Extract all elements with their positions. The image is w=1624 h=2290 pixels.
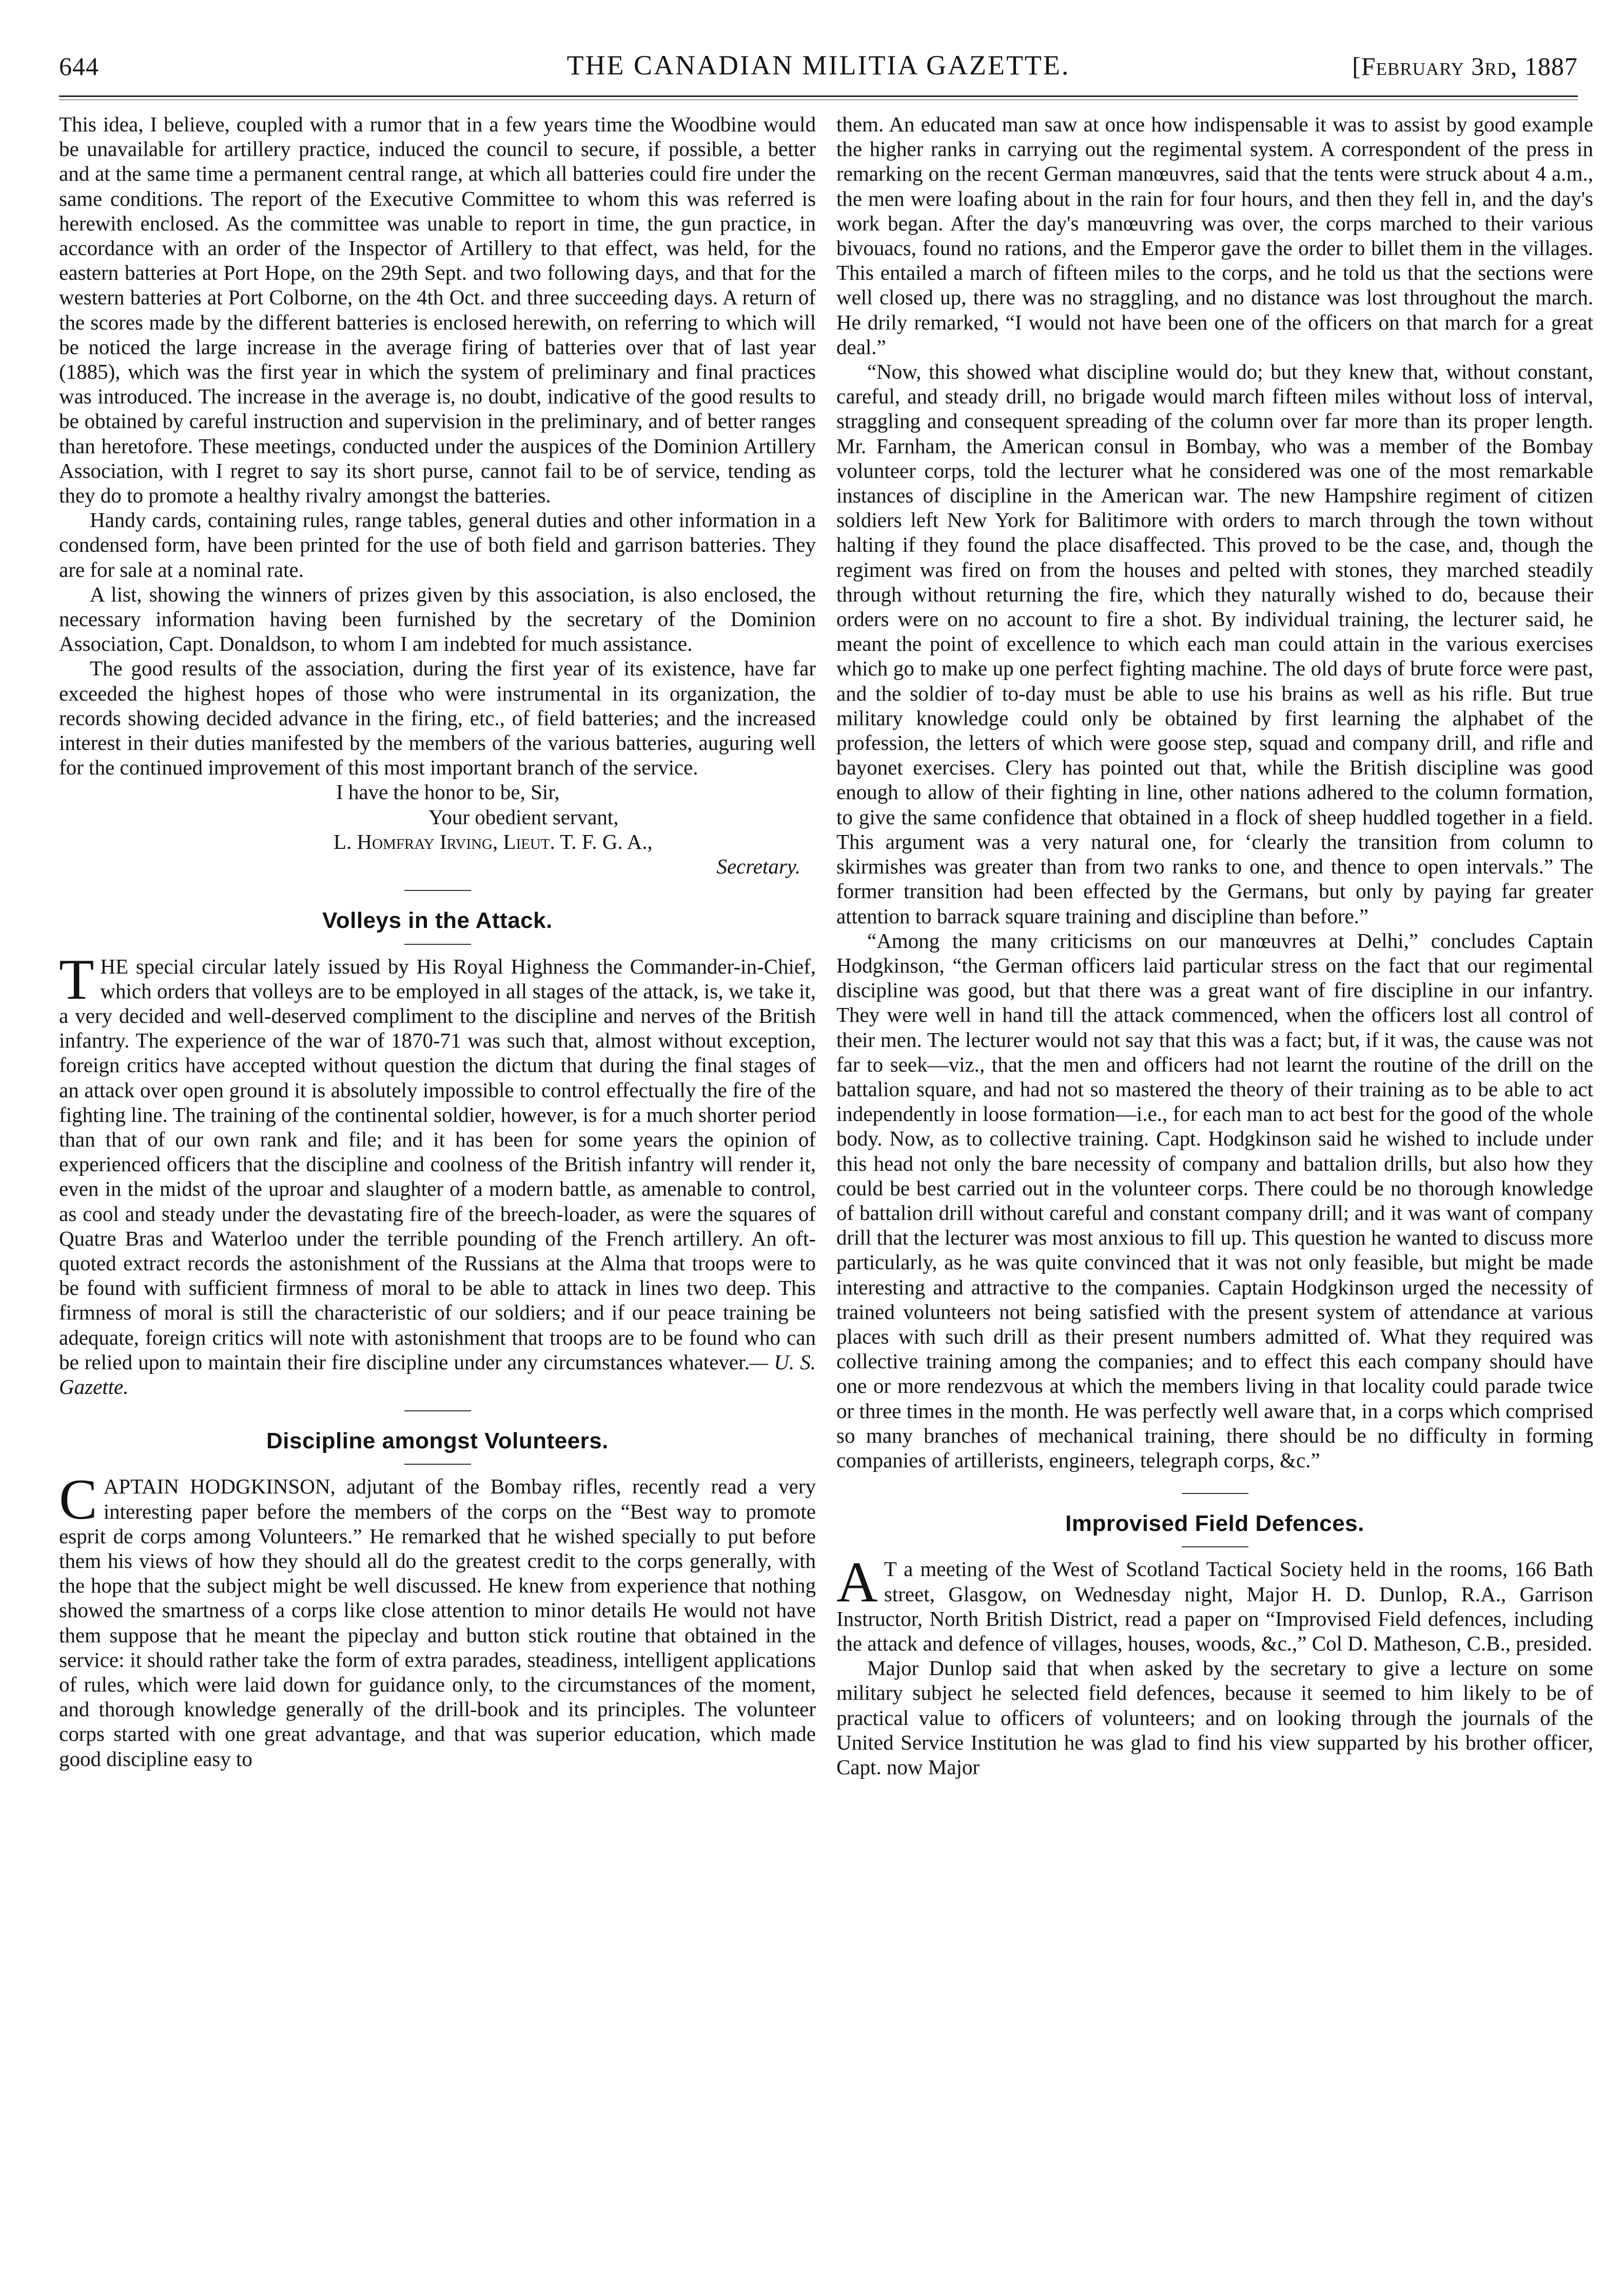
paragraph: This idea, I believe, coupled with a rumor that in a few years time the Woodbine would be unavailable for artillery practice, induced the council to secure, if possible, a better and at the same time a permanent central range, at which all batteries could fire under the same conditions. The report of the Executive Committee to whom this was referred is herewith enclosed. As the committee was unable to report in time, the gun practice, in accordance with an order of the Inspector of Artillery to that effect, was held, for the eastern batteries at Port Hope, on the 29th Sept. and two following days, and that for the western batteries at Port Colborne, on the 4th Oct. and three succeeding days. A return of the scores made by the different batteries is enclosed herewith, on referring to which will be noticed the large increase in the average firing of batteries over that of last year (1885), which was the first year in which the system of preliminary and final practices was introduced. The increase in the average is, no doubt, indicative of the good results to be obtained by careful instruction and supervision in the preliminary, and of better ranges than heretofore. These meetings, conducted under the auspices of the Dominion Artillery Association, with I regret to say its short purse, cannot fail to be of service, tending as they do to promote a healthy rivalry amongst the batteries. [59, 112, 816, 508]
article-heading: Improvised Field Defences. [1065, 1511, 1364, 1537]
signature-servant: Your obedient servant, [428, 805, 619, 829]
drop-cap: T [59, 947, 94, 1012]
header-rule [59, 95, 1578, 97]
drop-cap: C [59, 1468, 97, 1532]
article-body [59, 1468, 816, 1771]
heading-rule [1182, 1546, 1248, 1547]
article-body [59, 947, 816, 1400]
heading-rule [404, 1464, 471, 1465]
section-divider [404, 1410, 471, 1411]
signature-name: L. Homfray Irving, Lieut. T. F. G. A., [334, 829, 653, 853]
issue-date: [February 3rd, 1887 [1352, 52, 1578, 81]
signature-title: Secretary. [716, 855, 800, 879]
article-text: HE special circular lately issued by His Royal Highness the Commander-in-Chief, which orders that volleys are to be employed in all stages of the attack, is, we take it, a very decided and well-deserved compliment to the discipline and nerves of the British infantry. The experience of the war of 1870-71 was such that, almost without exception, foreign critics have accepted without question the dictum that during the final stages of an attack over open ground it is absolutely impossible to control effectually the fire of the fighting line. The training of the continental soldier, however, is for a much shorter period than that of our own rank and file; and it has been for some years the opinion of experienced officers that the discipline and coolness of the British infantry will render it, even in the midst of the uproar and slaughter of a modern battle, as amenable to control, as cool and steady under the devastating fire of the breech-loader, as were the squares of Quatre Bras and Waterloo under the terrible pounding of the French artillery. An oft-quoted extract records the astonishment of the Russians at the Alma that troops were to be found with sufficient firmness of moral to be able to attack in lines two deep. This firmness of moral is still the characteristic of our soldiers; and if our peace training be adequate, foreign critics will note with astonishment that troops are to be found who can be relied upon to maintain their fire discipline under any circumstances whatever. [59, 954, 816, 1374]
section-divider [1182, 1493, 1248, 1494]
article-body [836, 1550, 1593, 1656]
heading-rule [404, 944, 471, 945]
drop-cap: A [836, 1550, 878, 1615]
article-text: APTAIN HODGKINSON, adjutant of the Bombay rifles, recently read a very interesting paper before the members of the corps on the “Best way to promote esprit de corps among Volunteers.” He remarked that he wished specially to put before them his views of how they should all do the greatest credit to the corps generally, with the hope that the subject might be well discussed. He knew from experience that nothing showed the smartness of a corps like close attention to minor details He would not have them suppose that he meant the pipeclay and button stick routine that obtained in the service: it should rather take the form of extra parades, steadiness, intelligent applications of rules, which were laid down for guidance only, to the circumstances of the moment, and thorough knowledge generally of the drill-book and its principles. The volunteer corps started with one great advantage, and that was superior education, which made good discipline easy to [59, 1474, 816, 1771]
paragraph: The good results of the association, during the first year of its existence, have far exceeded the highest hopes of those who were instrumental in its organization, the records showing decided advance in the firing, etc., of field batteries; and the increased interest in their duties manifested by the members of the various batteries, auguring well for the continued improvement of this most important branch of the service. [59, 656, 816, 780]
right-column [836, 112, 1593, 1779]
section-divider [404, 890, 471, 891]
masthead [59, 45, 1578, 86]
paragraph: Major Dunlop said that when asked by the secretary to give a lecture on some military subject he selected field defences, because it seemed to him likely to be of practical value to officers of volunteers; and on looking through the journals of the United Service Institution he was glad to find his view supparted by his brother officer, Capt. now Major [836, 1656, 1593, 1779]
paragraph: them. An educated man saw at once how indispensable it was to assist by good example the higher ranks in carrying out the regimental system. A correspondent of the press in remarking on the recent German manœuvres, said that the tents were struck about 4 a.m., the men were loafing about in the rain for four hours, and then they fell in, and the day's work began. After the day's manœuvring was over, the corps marched to their various bivouacs, found no rations, and the Emperor gave the order to billet them in the villages. This entailed a march of fifteen miles to the corps, and he told us that the sections were well closed up, there was no straggling, and no distance was lost throughout the march. He drily remarked, “I would not have been one of the officers on that march for a great deal.” [836, 112, 1593, 359]
paragraph: Handy cards, containing rules, range tables, general duties and other information in a condensed form, have been printed for the use of both field and garrison batteries. They are for sale at a nominal rate. [59, 508, 816, 581]
article-text: T a meeting of the West of Scotland Tactical Society held in the rooms, 166 Bath street, Glasgow, on Wednesday night, Major H. D. Dunlop, R.A., Garrison Instructor, North British District, read a paper on “Improvised Field defences, including the attack and defence of villages, houses, woods, &c.,” Col D. Matheson, C.B., presided. [836, 1557, 1593, 1655]
paragraph: “Among the many criticisms on our manœuvres at Delhi,” concludes Captain Hodgkinson, “the German officers laid particular stress on the fact that our regimental discipline was good, but that there was a great want of fire discipline in our infantry. They were well in hand till the attack commenced, when the officers lost all control of their men. The lecturer would not say that this was a fact; but, if it was, the cause was not far to seek—viz., that the men and officers had not learnt the routine of the drill on the battalion square, and had not so mastered the theory of their training as to be able to act independently in loose formation—i.e., for each man to act best for the good of the whole body. Now, as to collective training. Capt. Hodgkinson said he wished to include under this head not only the bare necessity of company and battalion drills, but also how they could be best carried out in the volunteer corps. There could be no thorough knowledge of battalion drill without careful and constant company drill; and it was want of company drill that the lecturer was most anxious to fill up. This question he wanted to discuss more particularly, as he was quite convinced that it was not only feasible, but might be made interesting and attractive to the companies. Captain Hodgkinson urged the necessity of trained volunteers not being satisfied with the present system of attendance at various places with such drill as their present numbers admitted of. What they required was collective training among the companies; and to effect this each company should have one or more rendezvous at which the members living in that locality could parade twice or three times in the month. He was perfectly well aware that, in a corps which comprised so many branches of mechanical training, there should be no difficulty in forming companies of artillerists, engineers, telegraph corps, &c.” [836, 928, 1593, 1472]
article-source: — U. S. Gazette. [59, 1350, 816, 1399]
article-heading: Volleys in the Attack. [322, 908, 553, 934]
signature-block [59, 780, 816, 879]
publication-title: THE CANADIAN MILITIA GAZETTE. [566, 50, 1070, 81]
signature-closing: I have the honor to be, Sir, [336, 780, 560, 804]
paragraph: A list, showing the winners of prizes given by this association, is also enclosed, the necessary information having been furnished by the secretary of the Dominion Association, Capt. Donaldson, to whom I am indebted for much assistance. [59, 582, 816, 656]
article-heading: Discipline amongst Volunteers. [266, 1428, 609, 1454]
left-column [59, 112, 816, 1771]
paragraph: “Now, this showed what discipline would do; but they knew that, without constant, careful, and steady drill, no brigade would march fifteen miles without loss of interval, straggling and consequent spreading of the column over far more than its proper length. Mr. Farnham, the American consul in Bombay, who was a member of the Bombay volunteer corps, told the lecturer what he considered was one of the most remarkable instances of discipline in the American war. The new Hampshire regiment of citizen soldiers left New York for Balitimore with orders to march through the town without halting if they found the place disaffected. This proved to be the case, and, though the regiment was fired on from the houses and pelted with stones, they marched steadily through without returning the fire, which they naturally wished to do, because their orders were on no account to fire a shot. By individual training, the lecturer said, he meant the point of excellence to which each man could attain in the various exercises which go to make up one perfect fighting machine. The old days of brute force were past, and the soldier of to-day must be able to use his brains as well as his rifle. But true military knowledge could only be obtained by first learning the alphabet of the profession, the letters of which were goose step, squad and company drill, and rifle and bayonet exercises. Clery has pointed out that, while the British discipline was good enough to allow of their fighting in line, other nations adhered to the column formation, to give the same confidence that obtained in a flock of sheep huddled together in a field. This argument was a very natural one, for ‘clearly the transition from column to skirmishes was greater than from two ranks to one, and thence to open intervals.” The former transition had been effected by the Germans, but only by paying far greater attention to barrack square training and discipline than before.” [836, 360, 1593, 928]
page-number: 644 [59, 52, 99, 81]
